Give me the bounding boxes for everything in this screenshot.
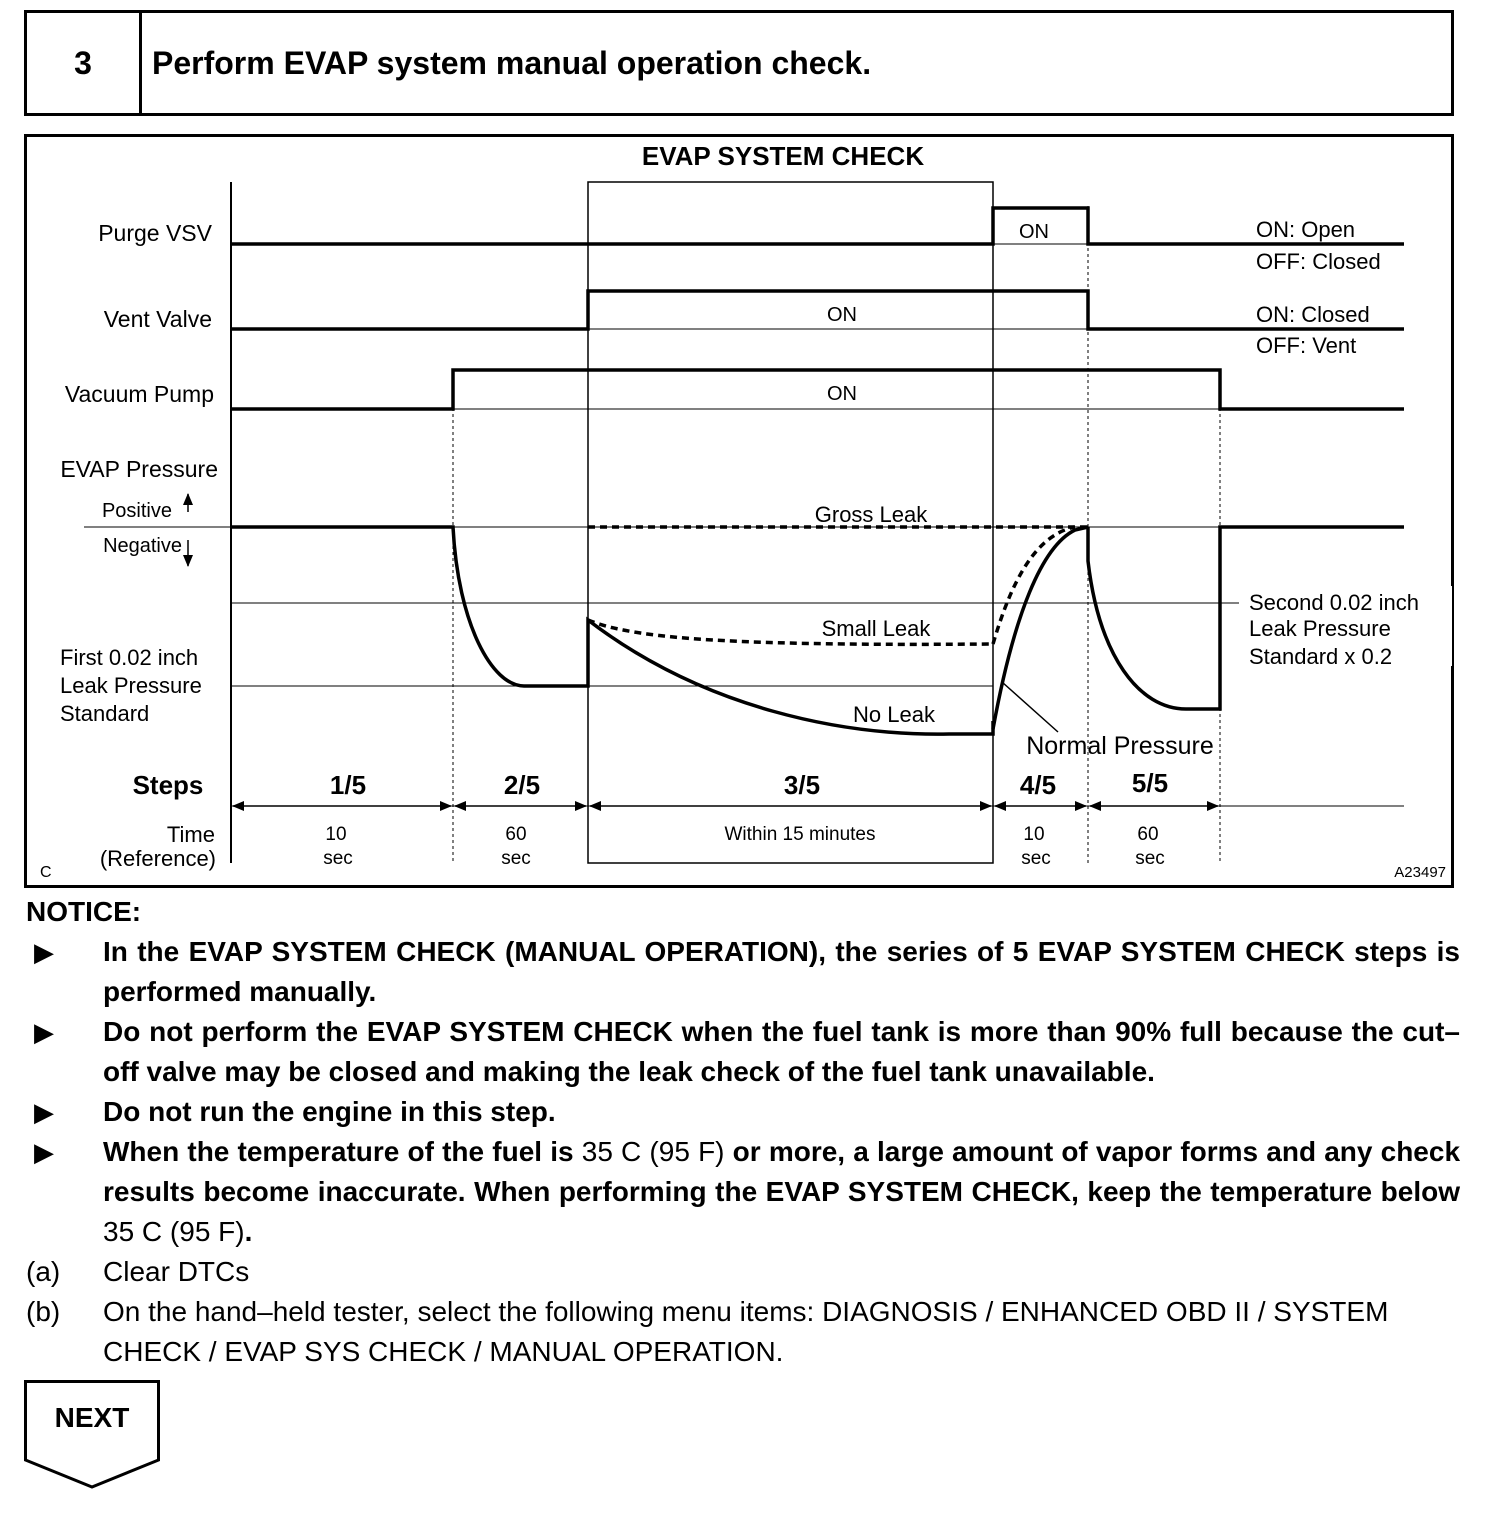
- notice-text: or more, a large amount of vapor forms and any check results become inaccurate. When performing the EVAP SYSTEM CHECK, keep the temperature below: [103, 1136, 1461, 1207]
- purge-off-legend: OFF: Closed: [1256, 249, 1381, 274]
- time-2-value: 60: [505, 824, 527, 845]
- time-5-value: 60: [1137, 824, 1159, 845]
- signal-waveforms: [231, 208, 1404, 734]
- time-1-unit: sec: [323, 848, 353, 869]
- step-3-label: 3/5: [783, 770, 821, 800]
- small-leak-label: Small Leak: [821, 616, 931, 641]
- time-label-2: (Reference): [99, 846, 216, 871]
- purge-on-label: ON: [1019, 221, 1049, 243]
- notice-text: In the EVAP SYSTEM CHECK (MANUAL OPERATION), the series of 5 EVAP SYSTEM CHECK steps is performed manually.: [103, 936, 1460, 1007]
- notice-bullet: [26, 1012, 1460, 1092]
- notice-bullet: [26, 1092, 1460, 1132]
- step-5-label: 5/5: [1131, 768, 1169, 798]
- timing-diagram: [24, 134, 1454, 888]
- temperature-value: 35 C (95 F): [581, 1136, 725, 1167]
- first-standard-line-1: First 0.02 inch: [60, 645, 199, 670]
- corner-code: C: [40, 864, 52, 881]
- time-3-value: Within 15 minutes: [724, 824, 876, 845]
- procedure-step-text: Clear DTCs: [103, 1256, 250, 1287]
- notice-text: Do not perform the EVAP SYSTEM CHECK when the fuel tank is more than 90% full because the cut–off valve may be closed and making the leak check of the fuel tank unavailable.: [103, 1016, 1460, 1087]
- time-4-value: 10: [1023, 824, 1045, 845]
- notice-text-end: .: [244, 1216, 253, 1247]
- notice-text: Do not run the engine in this step.: [103, 1096, 556, 1127]
- pump-on-label: ON: [827, 383, 857, 405]
- vacuum-pump-label: Vacuum Pump: [64, 381, 214, 407]
- normal-pressure-leader: [1002, 682, 1058, 732]
- gross-leak-label: Gross Leak: [814, 502, 928, 527]
- evap-system-check-diagram: [24, 134, 1454, 888]
- procedure-step-text: On the hand–held tester, select the following menu items: DIAGNOSIS / ENHANCED OBD II / SYSTEM CHECK / EVAP SYS CHECK / MANUAL OPERATION.: [103, 1296, 1389, 1367]
- purge-vsv-label: Purge VSV: [98, 220, 212, 246]
- procedure-step-label: (a): [26, 1256, 61, 1287]
- next-arrow-icon: [24, 1380, 160, 1490]
- figure-title: EVAP SYSTEM CHECK: [641, 141, 925, 171]
- notice-bullet: [26, 1132, 1460, 1252]
- triangle-bullet-icon: ▶: [34, 1137, 54, 1167]
- second-standard-line-3: Standard x 0.2: [1249, 644, 1393, 669]
- figure-id: A23497: [1394, 864, 1446, 881]
- second-standard-line-2: Leak Pressure: [1249, 616, 1391, 641]
- figure-border: [26, 136, 1453, 887]
- vent-valve-label: Vent Valve: [103, 306, 212, 332]
- vent-off-legend: OFF: Vent: [1256, 333, 1357, 358]
- purge-on-legend: ON: Open: [1256, 217, 1356, 242]
- triangle-bullet-icon: ▶: [34, 937, 54, 967]
- first-standard-line-2: Leak Pressure: [60, 673, 202, 698]
- no-leak-label: No Leak: [853, 702, 935, 727]
- notice-bullet: [26, 932, 1460, 1012]
- procedure-step-a: [26, 1252, 1460, 1292]
- temperature-value: 35 C (95 F): [103, 1216, 245, 1247]
- time-1-value: 10: [325, 824, 347, 845]
- step-1-label: 1/5: [329, 770, 367, 800]
- notice-list: [26, 932, 1460, 1372]
- negative-label: Negative: [103, 535, 182, 557]
- time-label-1: Time: [166, 822, 215, 847]
- vent-on-label: ON: [827, 304, 857, 326]
- procedure-step-b: [26, 1292, 1460, 1372]
- procedure-step-label: (b): [26, 1296, 61, 1327]
- step-header: [24, 10, 1454, 116]
- notice-text: When the temperature of the fuel is: [103, 1136, 574, 1167]
- vent-on-legend: ON: Closed: [1256, 302, 1370, 327]
- time-5-unit: sec: [1135, 848, 1165, 869]
- step-3-box: [588, 182, 993, 863]
- second-standard-line-1: Second 0.02 inch: [1249, 590, 1420, 615]
- time-2-unit: sec: [501, 848, 531, 869]
- notice-title: NOTICE:: [26, 896, 142, 927]
- step-2-label: 2/5: [503, 770, 541, 800]
- step-4-label: 4/5: [1019, 770, 1057, 800]
- triangle-bullet-icon: ▶: [34, 1017, 54, 1047]
- step-number: 3: [27, 13, 142, 113]
- steps-label: Steps: [132, 770, 204, 800]
- normal-pressure-label: Normal Pressure: [1026, 732, 1214, 760]
- next-button-label: NEXT: [54, 1402, 130, 1433]
- triangle-bullet-icon: ▶: [34, 1097, 54, 1127]
- positive-label: Positive: [101, 500, 172, 522]
- evap-pressure-label: EVAP Pressure: [60, 456, 218, 482]
- time-4-unit: sec: [1021, 848, 1051, 869]
- next-button[interactable]: [24, 1380, 160, 1490]
- step-title: Perform EVAP system manual operation check.: [152, 44, 872, 81]
- first-standard-line-3: Standard: [60, 701, 150, 726]
